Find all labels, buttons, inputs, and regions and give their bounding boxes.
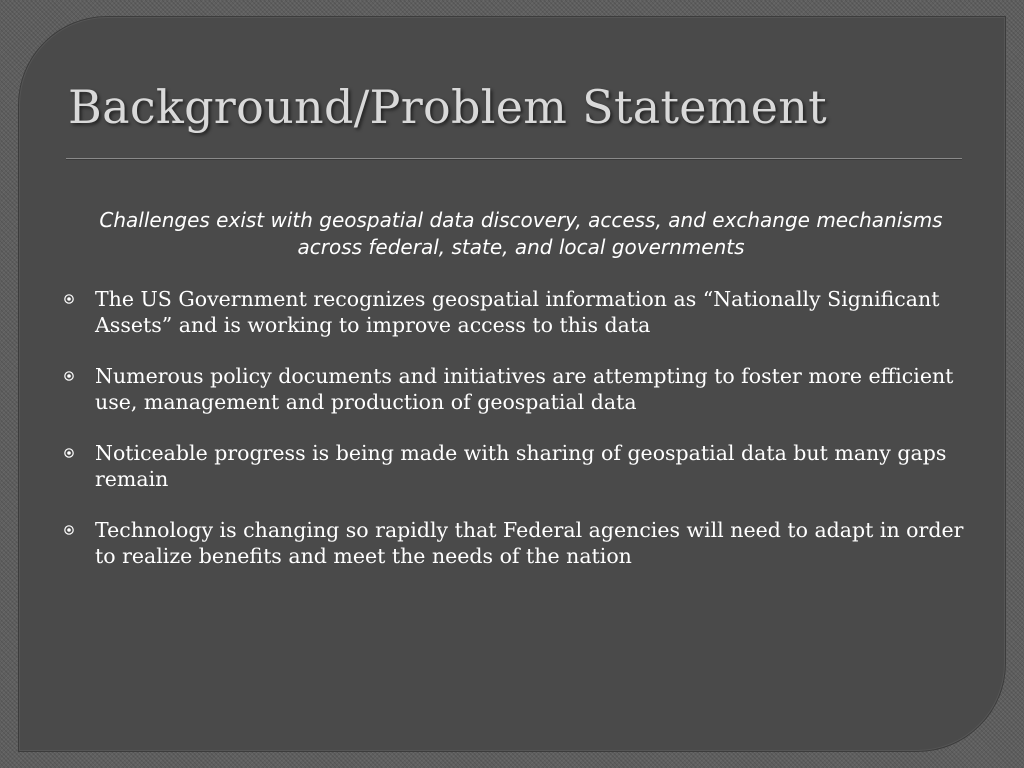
circled-dot-bullet-icon bbox=[64, 294, 74, 304]
bullet-item bbox=[62, 440, 972, 492]
title-divider bbox=[66, 158, 962, 160]
bullet-text: The US Government recognizes geospatial information as “Nationally Significant Assets” and is working to improve access to this data bbox=[95, 287, 940, 337]
slide-title: Background/Problem Statement bbox=[68, 80, 827, 134]
bullet-text: Numerous policy documents and initiatives are attempting to foster more efficient use, management and production of geospatial data bbox=[95, 364, 954, 414]
bullet-item bbox=[62, 363, 972, 415]
circled-dot-bullet-icon bbox=[64, 525, 74, 535]
bullet-item bbox=[62, 517, 972, 569]
bullet-list bbox=[62, 286, 972, 594]
circled-dot-bullet-icon bbox=[64, 448, 74, 458]
bullet-text: Noticeable progress is being made with sharing of geospatial data but many gaps remain bbox=[95, 441, 947, 491]
bullet-text: Technology is changing so rapidly that Federal agencies will need to adapt in order to realize benefits and meet the needs of the nation bbox=[95, 518, 964, 568]
bullet-item bbox=[62, 286, 972, 338]
circled-dot-bullet-icon bbox=[64, 371, 74, 381]
slide-subtitle: Challenges exist with geospatial data discovery, access, and exchange mechanisms across federal, state, and local governments bbox=[99, 208, 943, 259]
